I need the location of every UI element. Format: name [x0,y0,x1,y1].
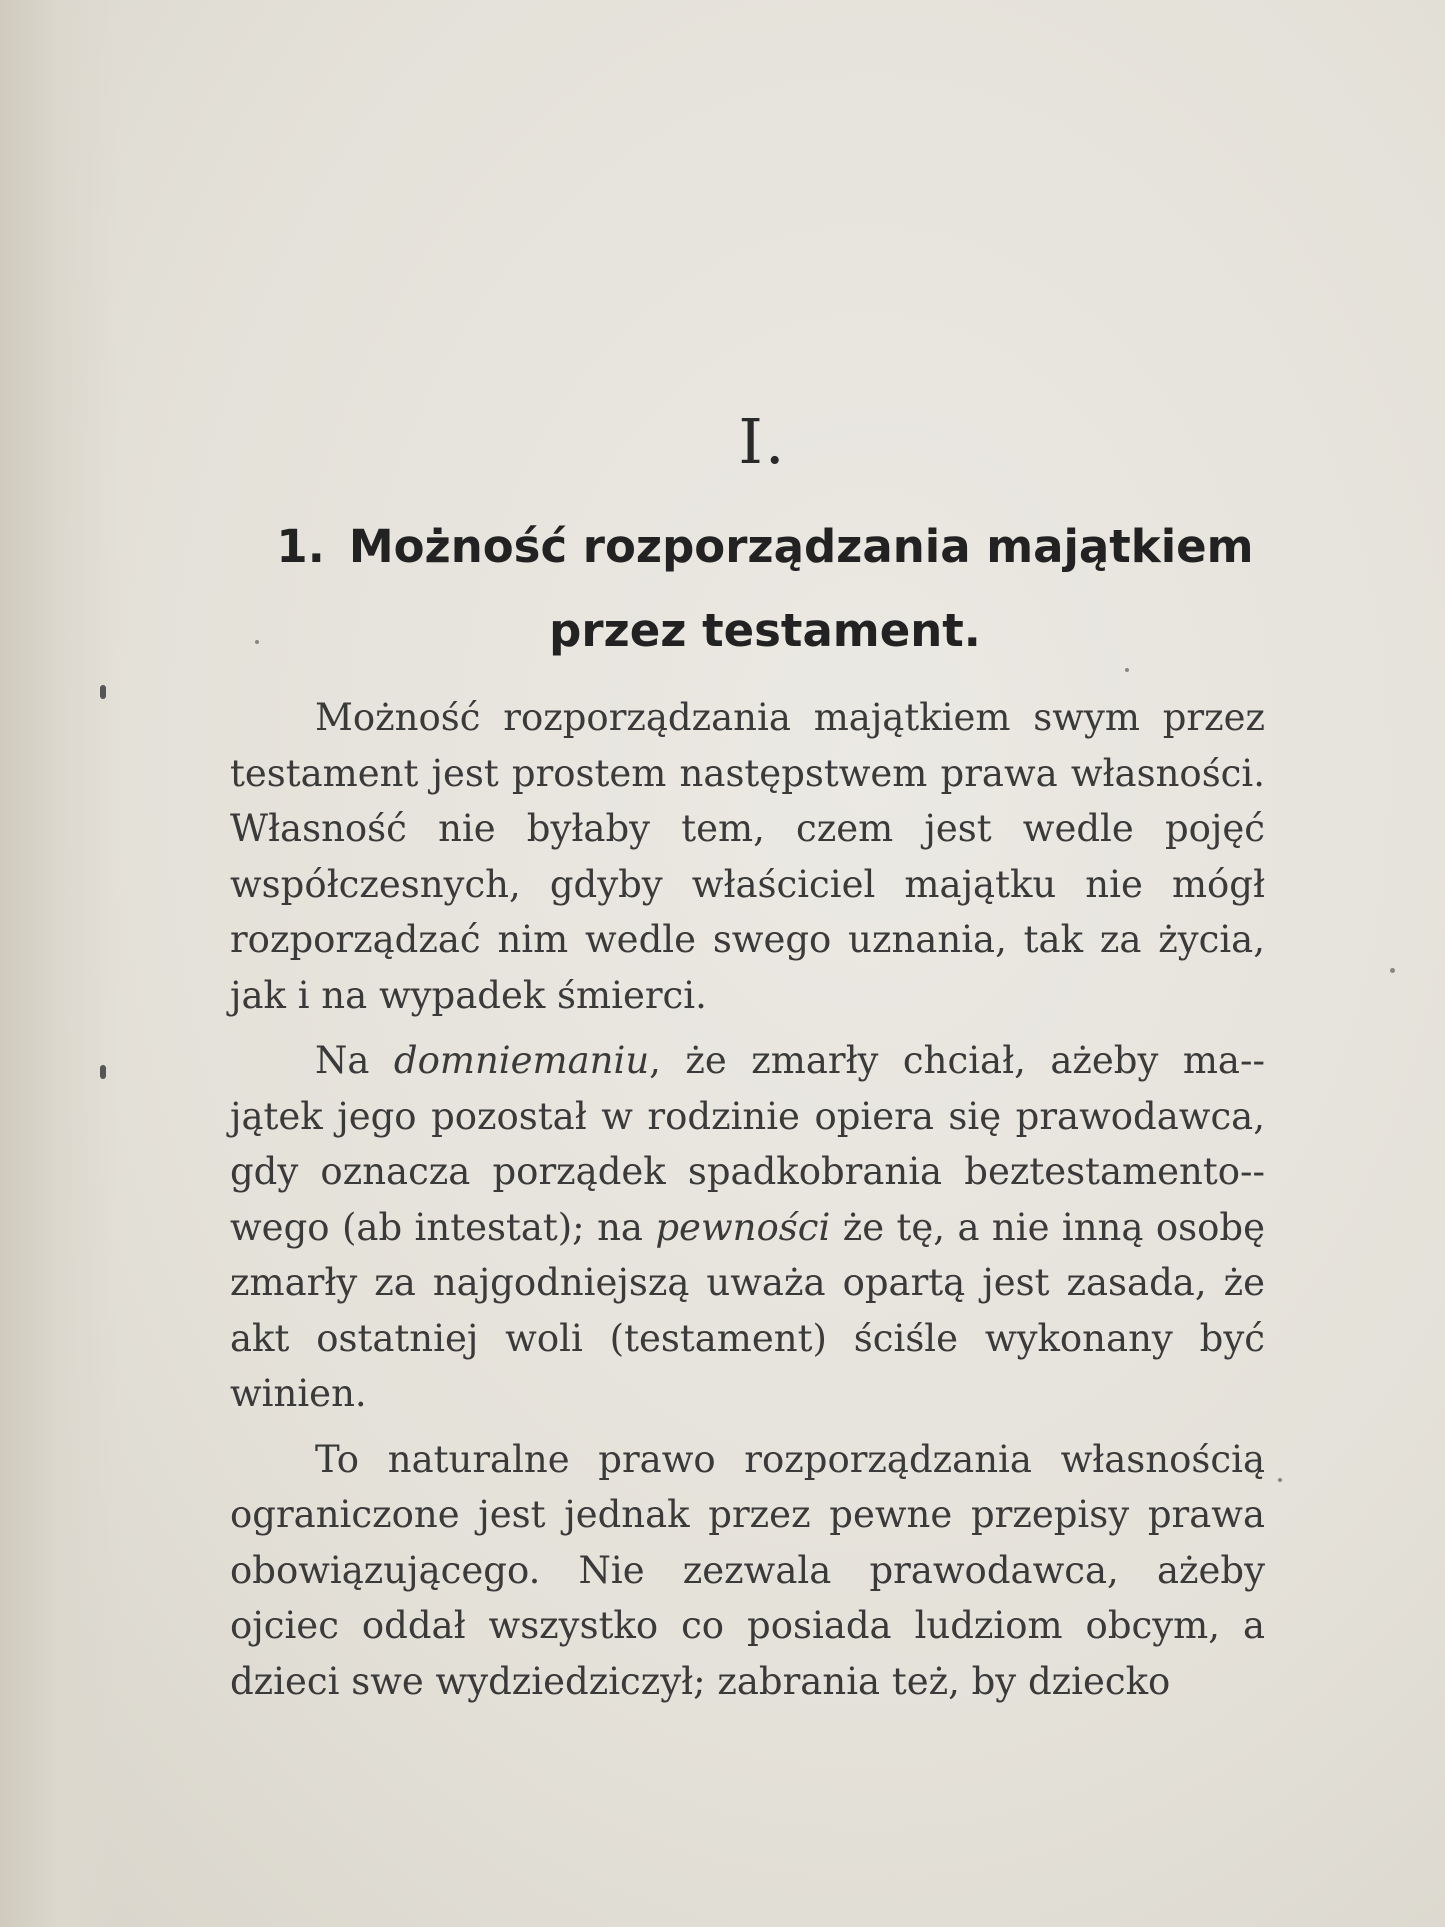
section-heading [270,505,1260,673]
paper-speck [1390,968,1395,973]
section-number: 1. [276,520,325,573]
paragraph-3 [230,1432,1265,1710]
binding-mark [100,1065,106,1079]
page-gutter-shadow [0,0,120,1927]
chapter-number: I. [738,405,787,478]
paragraph-2-text-c: że tę, a nie inną osobę zmarły za najgodniejszą uważa opartą jest zasada, że akt ostatniej woli (testament) ściśle wykonany być winien. [230,1205,1265,1415]
paragraph-2 [230,1033,1265,1422]
paragraph-1 [230,690,1265,1023]
emphasis-pewnosci: pewności [655,1205,831,1249]
paper-speck [255,640,259,644]
paragraph-2-text-b: , że zmarły chciał, ażeby ma-jątek jego pozostał w rodzinie opiera się prawodawca, gdy oznacza porządek spadkobrania beztestamento-wego (ab intestat); na [230,1039,1265,1249]
paragraph-2-text-a: Na [315,1039,394,1082]
emphasis-domniemaniu: domniemaniu [393,1039,650,1082]
paper-speck [1278,1478,1282,1482]
section-heading-line-1 [270,505,1260,589]
section-title-line-2: przez testament. [549,604,981,657]
paragraph-3-text: To naturalne prawo rozporządzania własnością ograniczone jest jednak przez pewne przepisy prawa obowiązującego. Nie zezwala prawodawca, ażeby ojciec oddał wszystko co posiada ludziom obcym, a dzieci swe wydziedziczył; zabrania też, by dziecko [230,1437,1265,1703]
binding-mark [100,685,106,699]
paragraph-1-text: Możność rozporządzania majątkiem swym przez testament jest prostem następstwem prawa własności. Własność nie byłaby tem, czem jest wedle pojęć współczesnych, gdyby właściciel majątku nie mógł rozporządzać nim wedle swego uznania, tak za życia, jak i na wypadek śmierci. [230,696,1265,1017]
body-text [230,690,1265,1719]
section-title-line-1: Możność rozporządzania majątkiem [348,520,1254,573]
